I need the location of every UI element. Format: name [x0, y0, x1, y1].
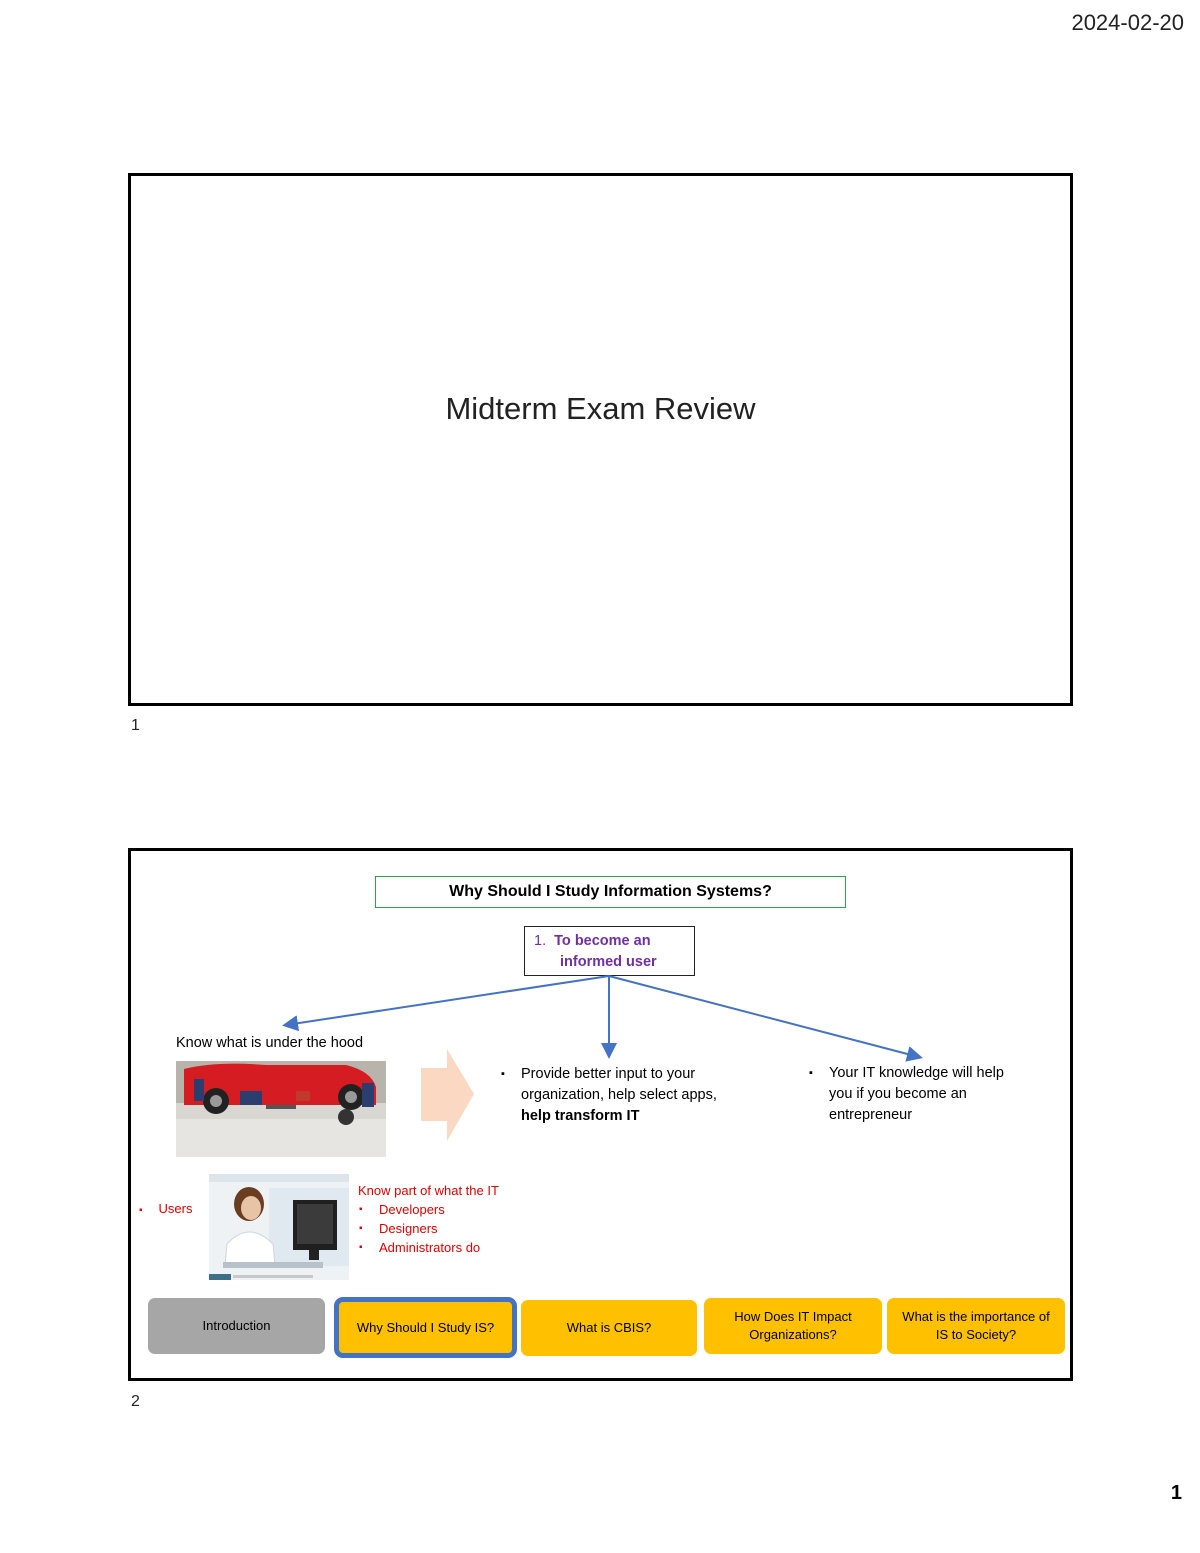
block-arrow: [421, 1049, 474, 1141]
nav-label: Why Should I Study IS?: [356, 1319, 495, 1335]
bullet-item: ▪ Your IT knowledge will help you if you become an entrepreneur: [829, 1063, 1025, 1126]
users-label: [139, 1201, 193, 1216]
bullet-item: [521, 1064, 737, 1127]
slide-2-number: 2: [131, 1393, 140, 1410]
role-item: ▪ Developers: [379, 1200, 499, 1219]
nav-what-is-cbis[interactable]: [521, 1300, 697, 1356]
question-box: Why Should I Study Information Systems?: [375, 876, 846, 908]
arrow-left: [286, 976, 609, 1025]
nav-is-importance[interactable]: [887, 1298, 1065, 1354]
slide-1: [128, 173, 1073, 706]
user-computer-photo: [209, 1174, 349, 1280]
part-of-label: Know part of what the IT: [358, 1183, 499, 1198]
users-text: Users: [158, 1201, 193, 1216]
arrow-right: [609, 976, 919, 1057]
slide-2: [128, 848, 1073, 1381]
document-date: 2024-02-20: [1071, 10, 1184, 35]
slide-1-title: Midterm Exam Review: [445, 391, 756, 426]
bullet-entrepreneur: [805, 1063, 1025, 1126]
bullet-text: Provide better input to your organization, help select apps,: [521, 1066, 717, 1103]
nav-label: Introduction: [202, 1318, 271, 1333]
nav-why-study-is[interactable]: [334, 1297, 517, 1358]
role-item: ▪ Administrators do: [379, 1238, 499, 1257]
role-item: ▪ Designers: [379, 1219, 499, 1238]
nav-it-impact[interactable]: [704, 1298, 882, 1354]
goal-line-2: informed user: [560, 954, 657, 970]
mechanics-photo: [176, 1061, 386, 1157]
nav-introduction[interactable]: [148, 1298, 325, 1354]
nav-label: What is CBIS?: [566, 1320, 652, 1335]
page-number: 1: [1170, 1482, 1182, 1504]
nav-label: How Does IT Impact Organizations?: [734, 1309, 852, 1342]
bullet-better-input: [497, 1064, 737, 1127]
part-of-it-block: [358, 1181, 499, 1257]
slide-1-number: 1: [131, 717, 140, 734]
goal-number: 1.: [534, 933, 547, 949]
goal-line-1: To become an: [554, 933, 651, 949]
bullet-bold-text: help transform IT: [521, 1108, 640, 1124]
nav-label: What is the importance of IS to Society?: [902, 1309, 1050, 1342]
hood-label: Know what is under the hood: [176, 1035, 364, 1051]
